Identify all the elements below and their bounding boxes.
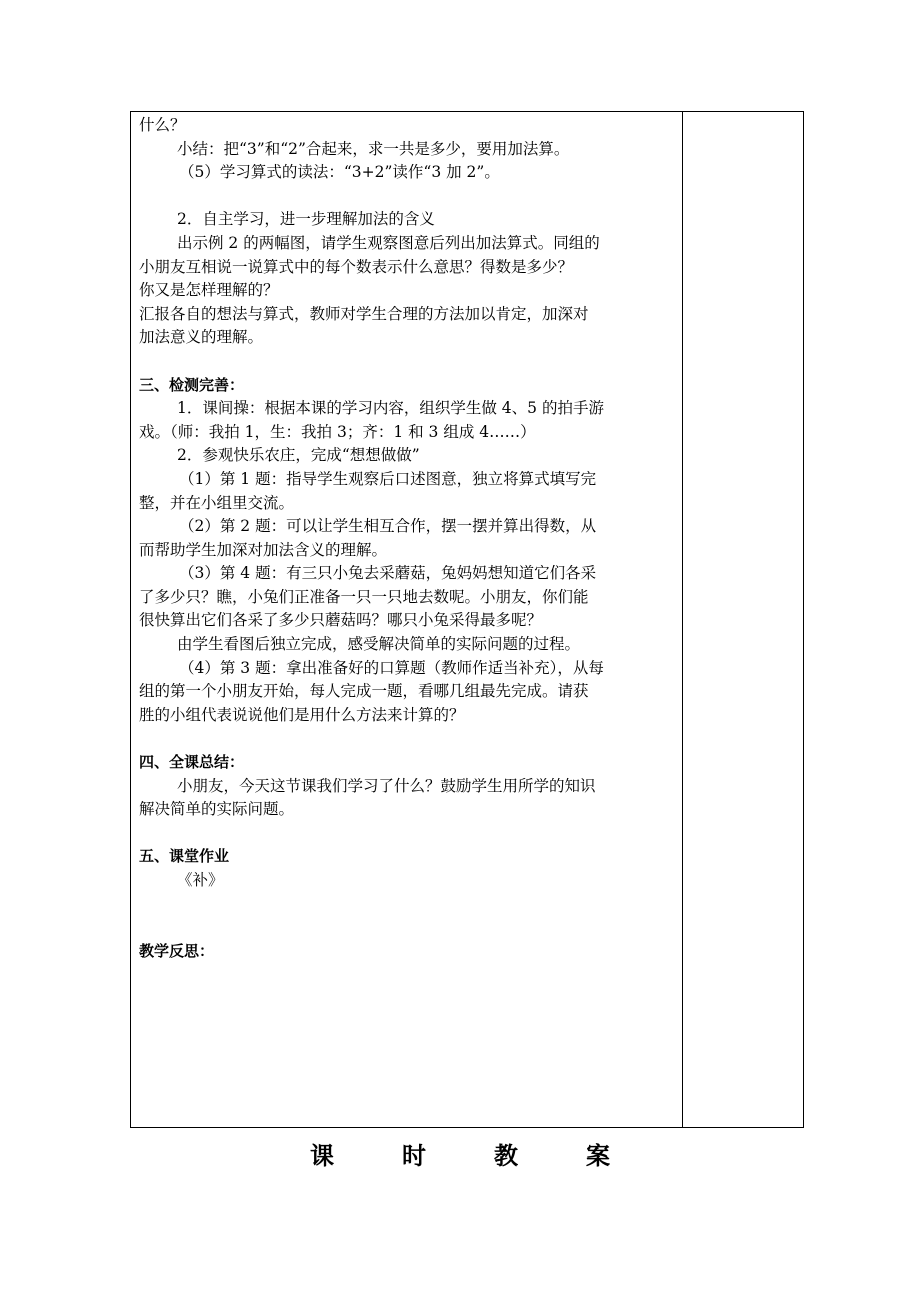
text-line: 1．课间操：根据本课的学习内容，组织学生做 4、5 的拍手游 bbox=[177, 399, 604, 418]
text-line: （2）第 2 题：可以让学生相互合作，摆一摆并算出得数，从 bbox=[179, 517, 597, 536]
text-line: 胜的小组代表说说他们是用什么方法来计算的？ bbox=[139, 705, 465, 724]
text-line: 整，并在小组里交流。 bbox=[139, 493, 295, 512]
section-heading-5: 五、课堂作业 bbox=[139, 847, 230, 866]
title-char: 案 bbox=[586, 1142, 644, 1170]
blank-line bbox=[139, 727, 676, 751]
section-heading-4: 四、全课总结： bbox=[139, 753, 245, 772]
text-line: 2．参观快乐农庄，完成“想想做做” bbox=[177, 446, 420, 465]
blank-line bbox=[139, 350, 676, 374]
text-line: 戏。（师：我拍 1，生：我拍 3；齐：1 和 3 组成 4……） bbox=[139, 422, 536, 441]
text-line: 很快算出它们各采了多少只蘑菇吗？哪只小兔采得最多呢？ bbox=[139, 611, 543, 630]
title-char: 时 bbox=[402, 1142, 460, 1170]
text-line: 出示例 2 的两幅图，请学生观察图意后列出加法算式。同组的 bbox=[177, 233, 600, 252]
section-heading-3: 三、检测完善： bbox=[139, 375, 245, 394]
blank-line bbox=[139, 822, 676, 846]
page-title bbox=[0, 1136, 920, 1171]
text-line: 加法意义的理解。 bbox=[139, 328, 264, 347]
title-char: 教 bbox=[494, 1142, 552, 1170]
text-line: 组的第一个小朋友开始，每人完成一题，看哪几组最先完成。请获 bbox=[139, 682, 589, 701]
text-line: 汇报各自的想法与算式，教师对学生合理的方法加以肯定，加深对 bbox=[139, 304, 589, 323]
blank-line bbox=[139, 893, 676, 917]
subsection-heading: 2．自主学习，进一步理解加法的含义 bbox=[177, 210, 435, 229]
text-line: 小朋友，今天这节课我们学习了什么？鼓励学生用所学的知识 bbox=[177, 776, 596, 795]
text-line: 由学生看图后独立完成，感受解决简单的实际问题的过程。 bbox=[177, 635, 581, 654]
homework-text: 《补》 bbox=[177, 871, 224, 889]
blank-line bbox=[139, 185, 676, 209]
text-line: 了多少只？瞧，小兔们正准备一只一只地去数呢。小朋友，你们能 bbox=[139, 587, 589, 606]
lesson-content bbox=[139, 114, 676, 963]
text-line: 什么？ bbox=[139, 116, 186, 134]
text-line: （1）第 1 题：指导学生观察后口述图意，独立将算式填写完 bbox=[179, 469, 597, 488]
title-char: 课 bbox=[310, 1142, 368, 1170]
text-line: （3）第 4 题：有三只小兔去采蘑菇，兔妈妈想知道它们各采 bbox=[179, 564, 597, 583]
text-line: 解决简单的实际问题。 bbox=[139, 800, 295, 819]
table-column-divider bbox=[682, 111, 683, 1128]
text-line: 小朋友互相说一说算式中的每个数表示什么意思？得数是多少？ bbox=[139, 257, 574, 276]
text-line: 而帮助学生加深对加法含义的理解。 bbox=[139, 540, 388, 559]
teaching-reflection-heading: 教学反思： bbox=[139, 941, 215, 960]
blank-line bbox=[139, 916, 676, 940]
text-line: （5）学习算式的读法：“3+2”读作“3 加 2”。 bbox=[179, 163, 500, 182]
text-line: 你又是怎样理解的？ bbox=[139, 281, 279, 300]
text-line: （4）第 3 题：拿出准备好的口算题（教师作适当补充），从每 bbox=[179, 658, 604, 677]
summary-line: 小结：把“3”和“2”合起来，求一共是多少，要用加法算。 bbox=[177, 139, 570, 158]
